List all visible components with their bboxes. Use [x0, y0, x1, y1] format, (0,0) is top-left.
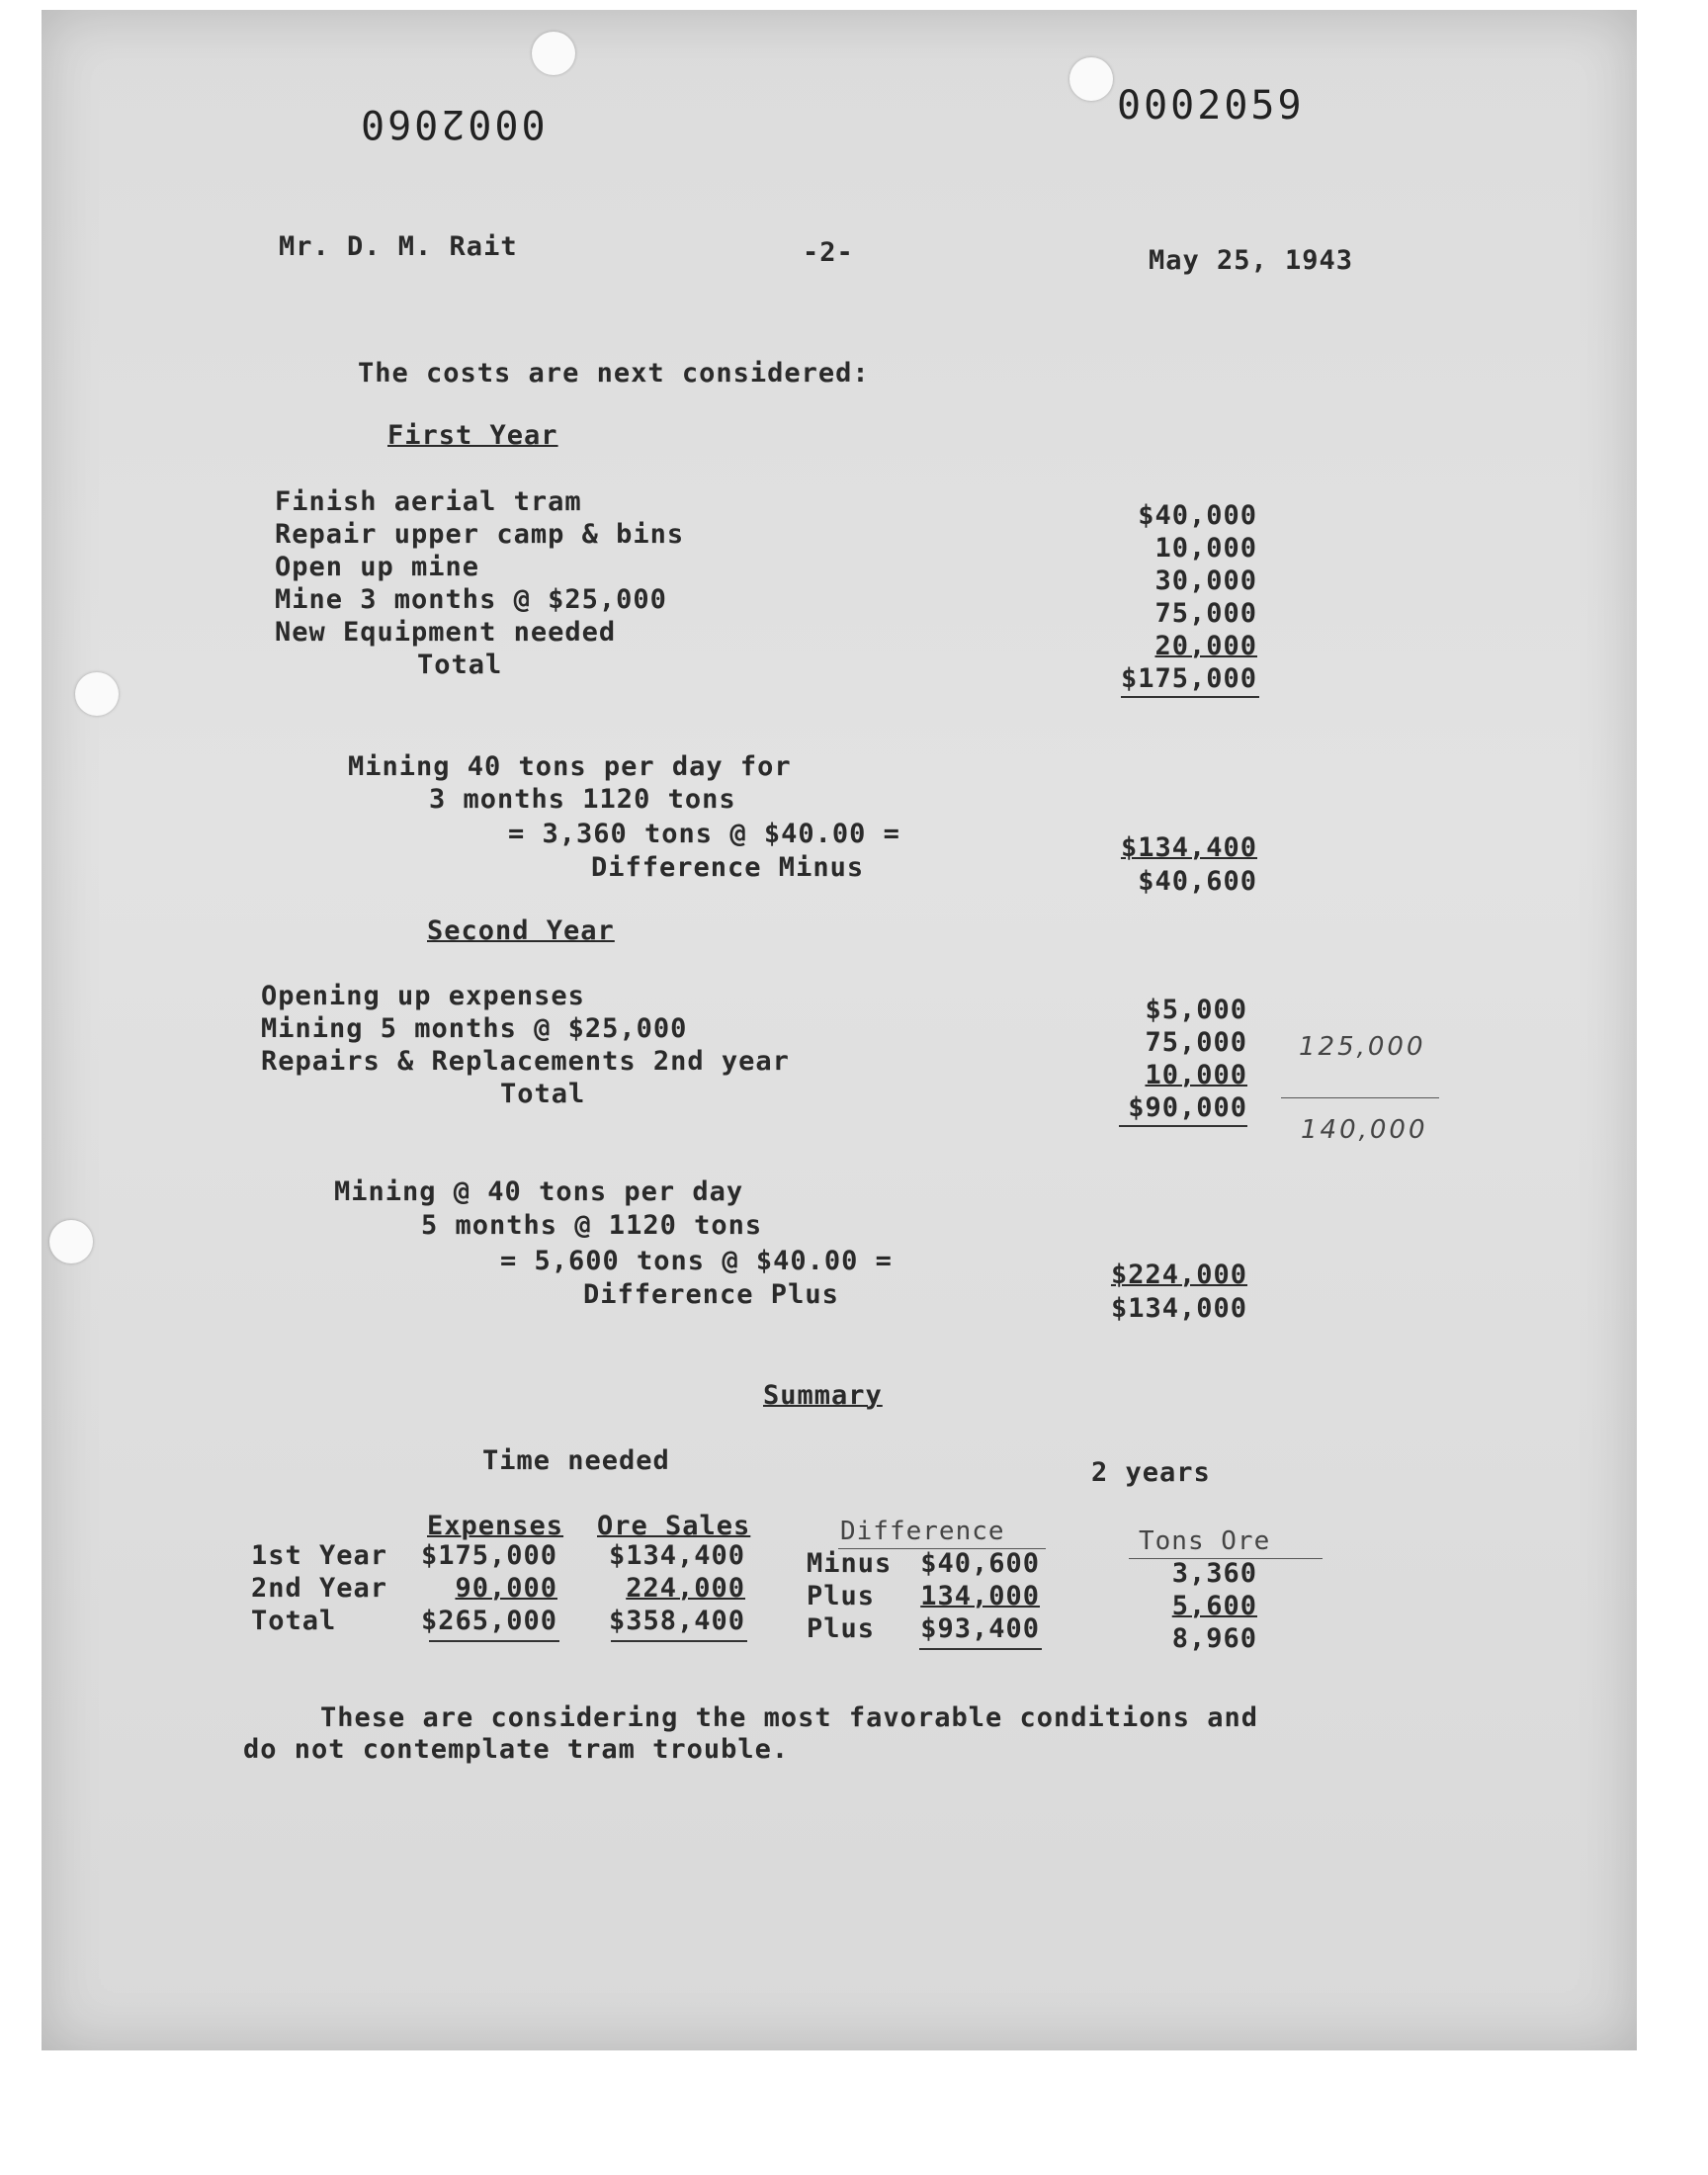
first-year-heading: First Year	[387, 420, 558, 451]
summary-difference: $40,600	[920, 1548, 1040, 1579]
summary-tons: 3,360	[1171, 1558, 1257, 1589]
column-header-expenses: Expenses	[427, 1511, 564, 1541]
summary-tons: 5,600	[1171, 1591, 1257, 1621]
column-header-tons: Tons Ore	[1139, 1526, 1271, 1556]
page-stamp: 0002059	[1117, 83, 1305, 129]
time-needed-value: 2 years	[1091, 1457, 1211, 1488]
summary-ore-sales: 224,000	[626, 1573, 745, 1604]
closing-line: do not contemplate tram trouble.	[243, 1734, 790, 1765]
punch-hole	[75, 672, 119, 716]
handwritten-note: 140,000	[1301, 1115, 1428, 1145]
summary-difference: 134,000	[920, 1581, 1040, 1611]
total-rule	[429, 1640, 559, 1642]
first-year-difference: $40,600	[1138, 866, 1257, 897]
page-number: -2-	[803, 237, 854, 268]
mining-calc-line: 5 months @ 1120 tons	[421, 1210, 763, 1241]
summary-row-label: 1st Year	[251, 1540, 388, 1571]
line-item-amount: 20,000	[1154, 631, 1257, 661]
inverted-page-stamp: 0002060	[358, 101, 546, 146]
paper-sheet	[42, 10, 1637, 2050]
line-item-label: Opening up expenses	[261, 981, 585, 1011]
difference-label: Difference Minus	[591, 852, 865, 883]
first-year-total: $175,000	[1120, 663, 1257, 694]
line-item-amount: $5,000	[1145, 995, 1247, 1025]
underline-rule	[1119, 1125, 1247, 1127]
handwritten-rule	[1281, 1097, 1439, 1098]
total-label: Total	[417, 650, 503, 680]
line-item-label: Repairs & Replacements 2nd year	[261, 1046, 790, 1077]
line-item-amount: 10,000	[1145, 1060, 1247, 1090]
line-item-label: Mine 3 months @ $25,000	[275, 584, 667, 615]
line-item-amount: 75,000	[1154, 598, 1257, 629]
mining-calc-line: Mining @ 40 tons per day	[334, 1176, 744, 1207]
column-header-ore-sales: Ore Sales	[597, 1511, 751, 1541]
difference-label: Difference Plus	[583, 1279, 839, 1310]
line-item-amount: 10,000	[1154, 533, 1257, 564]
closing-line: These are considering the most favorable conditions and	[320, 1702, 1259, 1733]
summary-ore-sales: $358,400	[608, 1606, 745, 1636]
time-needed-label: Time needed	[482, 1445, 670, 1476]
line-item-amount: 30,000	[1154, 566, 1257, 596]
underline-rule	[1121, 696, 1259, 698]
line-item-amount: $40,000	[1138, 500, 1257, 531]
second-year-total: $90,000	[1128, 1092, 1247, 1123]
second-year-heading: Second Year	[427, 915, 615, 946]
line-item-label: Mining 5 months @ $25,000	[261, 1013, 688, 1044]
summary-expenses: $175,000	[420, 1540, 557, 1571]
summary-diff-word: Plus	[807, 1613, 876, 1644]
summary-difference: $93,400	[920, 1613, 1040, 1644]
summary-expenses: 90,000	[455, 1573, 557, 1604]
punch-hole	[532, 32, 575, 75]
total-rule	[611, 1640, 747, 1642]
handwritten-note: 125,000	[1299, 1032, 1426, 1062]
mining-calc-line: Mining 40 tons per day for	[348, 751, 792, 782]
intro-text: The costs are next considered:	[358, 358, 870, 389]
punch-hole	[49, 1220, 93, 1263]
line-item-label: Repair upper camp & bins	[275, 519, 685, 550]
total-rule	[919, 1648, 1042, 1650]
summary-row-label: 2nd Year	[251, 1573, 388, 1604]
line-item-amount: 75,000	[1145, 1027, 1247, 1058]
summary-diff-word: Plus	[807, 1581, 876, 1611]
ore-sales-value: $134,400	[1120, 832, 1257, 863]
total-label: Total	[500, 1079, 586, 1109]
line-item-label: Open up mine	[275, 552, 480, 582]
summary-heading: Summary	[763, 1380, 883, 1411]
summary-ore-sales: $134,400	[608, 1540, 745, 1571]
summary-row-label: Total	[251, 1606, 337, 1636]
summary-expenses: $265,000	[420, 1606, 557, 1636]
mining-calc-line: 3 months 1120 tons	[429, 784, 736, 815]
summary-diff-word: Minus	[807, 1548, 893, 1579]
summary-tons: 8,960	[1171, 1623, 1257, 1654]
recipient: Mr. D. M. Rait	[279, 231, 518, 262]
column-header-difference: Difference	[840, 1517, 1005, 1546]
second-year-difference: $134,000	[1110, 1293, 1247, 1324]
mining-calc-line: = 5,600 tons @ $40.00 =	[500, 1246, 893, 1276]
letter-date: May 25, 1943	[1149, 245, 1354, 276]
ore-sales-value: $224,000	[1110, 1260, 1247, 1290]
line-item-label: New Equipment needed	[275, 617, 617, 648]
line-item-label: Finish aerial tram	[275, 486, 582, 517]
punch-hole	[1069, 57, 1113, 101]
mining-calc-line: = 3,360 tons @ $40.00 =	[508, 819, 900, 849]
